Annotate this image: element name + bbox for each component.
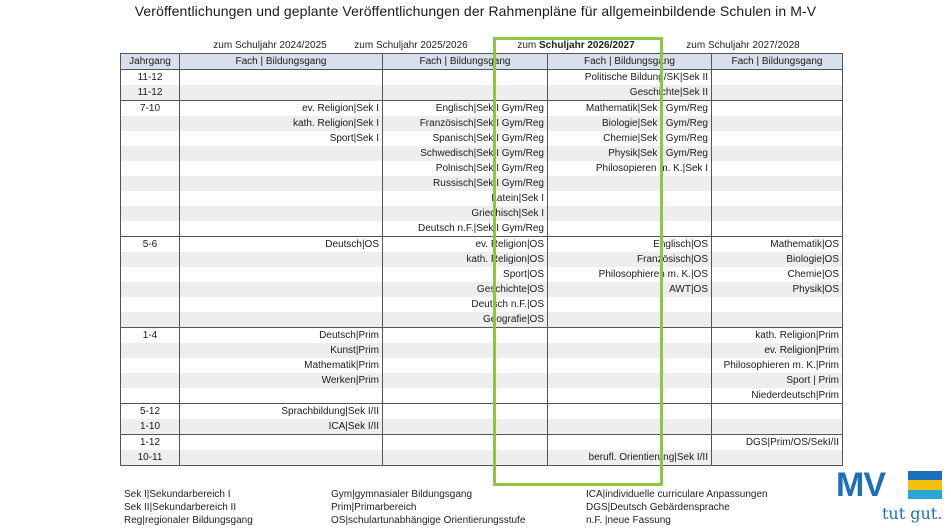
cell-fach-2027: Mathematik|OS [712,237,843,253]
table-row [121,237,843,253]
table-row [121,282,843,297]
cell-fach-2027 [712,85,843,101]
cell-fach-2027 [712,161,843,176]
cell-fach-2025: Französisch|Sek I Gym/Reg [383,116,548,131]
cell-fach-2024: Deutsch|OS [180,237,383,253]
cell-fach-2027 [712,191,843,206]
legend-item: OS|schulartunabhängige Orientierungsstufe [331,515,526,526]
cell-fach-2026 [548,312,712,328]
cell-fach-2025 [383,450,548,466]
cell-jahrgang [121,131,180,146]
cell-fach-2024 [180,252,383,267]
table-row [121,404,843,420]
cell-fach-2027 [712,146,843,161]
table-row [121,435,843,451]
cell-jahrgang [121,191,180,206]
cell-fach-2027: ev. Religion|Prim [712,343,843,358]
cell-fach-2024: ICA|Sek I/II [180,419,383,435]
cell-fach-2025: Spanisch|Sek I Gym/Reg [383,131,548,146]
cell-fach-2024: Deutsch|Prim [180,328,383,344]
cell-fach-2025: Griechisch|Sek I [383,206,548,221]
cell-fach-2024 [180,146,383,161]
cell-jahrgang: 1-10 [121,419,180,435]
cell-fach-2026: berufl. Orientierung|Sek I/II [548,450,712,466]
cell-fach-2027: Physik|OS [712,282,843,297]
cell-jahrgang: 1-4 [121,328,180,344]
legend-column-3 [586,488,768,527]
cell-jahrgang [121,146,180,161]
cell-fach-2025: Sport|OS [383,267,548,282]
cell-fach-2024: Kunst|Prim [180,343,383,358]
legend-item: n.F. |neue Fassung [586,515,671,526]
cell-fach-2024 [180,70,383,86]
legend-item: DGS|Deutsch Gebärdensprache [586,502,730,513]
legend-column-2 [331,488,525,527]
flag-icon [908,471,942,499]
cell-fach-2024: Sport|Sek I [180,131,383,146]
table-row [121,146,843,161]
cell-fach-2024 [180,191,383,206]
cell-fach-2025: kath. Religion|OS [383,252,548,267]
curriculum-table [120,53,843,466]
cell-fach-2027 [712,419,843,435]
cell-jahrgang [121,282,180,297]
cell-fach-2024: Mathematik|Prim [180,358,383,373]
cell-fach-2027 [712,176,843,191]
cell-fach-2026: Französisch|OS [548,252,712,267]
table-row [121,70,843,86]
cell-jahrgang [121,297,180,312]
cell-fach-2024 [180,435,383,451]
cell-fach-2026: Mathematik|Sek I Gym/Reg [548,101,712,117]
table-row [121,131,843,146]
cell-fach-2026 [548,404,712,420]
cell-fach-2025 [383,419,548,435]
cell-fach-2025: Russisch|Sek I Gym/Reg [383,176,548,191]
table-row [121,85,843,101]
logo-tagline: tut gut. [882,504,943,523]
cell-fach-2026 [548,343,712,358]
cell-fach-2026 [548,176,712,191]
legend-column-1 [124,488,253,527]
table-row [121,312,843,328]
cell-fach-2024 [180,221,383,237]
table-row [121,343,843,358]
cell-fach-2025 [383,85,548,101]
cell-fach-2024: kath. Religion|Sek I [180,116,383,131]
cell-jahrgang [121,161,180,176]
cell-fach-2026: Politische Bildung/SK|Sek II [548,70,712,86]
cell-fach-2024: Werken|Prim [180,373,383,388]
cell-fach-2024 [180,161,383,176]
table-row [121,101,843,117]
cell-fach-2027: kath. Religion|Prim [712,328,843,344]
cell-jahrgang [121,116,180,131]
legend-item: Sek I|Sekundarbereich I [124,489,231,500]
table-row [121,252,843,267]
header-jahrgang: Jahrgang [121,54,180,70]
cell-fach-2024 [180,297,383,312]
cell-fach-2027: DGS|Prim/OS/SekI/II [712,435,843,451]
legend-item: Reg|regionaler Bildungsgang [124,515,253,526]
cell-jahrgang [121,312,180,328]
cell-fach-2027 [712,297,843,312]
cell-fach-2026 [548,373,712,388]
cell-fach-2026: Physik|Sek I Gym/Reg [548,146,712,161]
cell-fach-2027: Chemie|OS [712,267,843,282]
cell-jahrgang [121,267,180,282]
table-row [121,419,843,435]
cell-fach-2024 [180,388,383,404]
cell-fach-2024: ev. Religion|Sek I [180,101,383,117]
cell-jahrgang [121,343,180,358]
cell-fach-2024 [180,267,383,282]
cell-fach-2025: Schwedisch|Sek I Gym/Reg [383,146,548,161]
cell-fach-2025: Deutsch n.F.|Sek I Gym/Reg [383,221,548,237]
cell-fach-2025: Englisch|Sek I Gym/Reg [383,101,548,117]
cell-fach-2025 [383,388,548,404]
table-row [121,206,843,221]
cell-fach-2025: ev. Religion|OS [383,237,548,253]
cell-jahrgang: 11-12 [121,70,180,86]
legend-item: ICA|individuelle curriculare Anpassungen [586,489,768,500]
cell-fach-2025: Deutsch n.F.|OS [383,297,548,312]
cell-fach-2026: AWT|OS [548,282,712,297]
cell-fach-2025: Geschichte|OS [383,282,548,297]
cell-fach-2027: Sport | Prim [712,373,843,388]
cell-jahrgang [121,388,180,404]
cell-fach-2027 [712,131,843,146]
cell-fach-2025: Geografie|OS [383,312,548,328]
cell-fach-2026: Philosophieren m. K.|OS [548,267,712,282]
table-row [121,373,843,388]
table-header-row [121,54,843,70]
cell-fach-2025 [383,373,548,388]
header-fach-2026: Fach | Bildungsgang [548,54,712,70]
cell-jahrgang [121,176,180,191]
cell-fach-2024: Sprachbildung|Sek I/II [180,404,383,420]
cell-fach-2024 [180,176,383,191]
year-heading-2027: zum Schuljahr 2027/2028 [686,40,800,51]
cell-fach-2026: Geschichte|Sek II [548,85,712,101]
header-fach-2024: Fach | Bildungsgang [180,54,383,70]
cell-fach-2026 [548,358,712,373]
cell-fach-2025 [383,343,548,358]
legend-item: Prim|Primarbereich [331,502,417,513]
cell-fach-2026: Biologie|Sek I Gym/Reg [548,116,712,131]
cell-fach-2027: Niederdeutsch|Prim [712,388,843,404]
cell-fach-2026 [548,435,712,451]
header-fach-2025: Fach | Bildungsgang [383,54,548,70]
cell-fach-2027 [712,404,843,420]
year-heading-2026: zum Schuljahr 2026/2027 [517,40,635,51]
header-fach-2027: Fach | Bildungsgang [712,54,843,70]
table-row [121,388,843,404]
cell-jahrgang: 10-11 [121,450,180,466]
cell-fach-2027 [712,450,843,466]
page-title: Veröffentlichungen und geplante Veröffentlichungen der Rahmenpläne für allgemeinbildende Schulen in M-V [134,3,817,19]
cell-jahrgang [121,358,180,373]
cell-jahrgang: 5-12 [121,404,180,420]
curriculum-table-body [121,54,843,466]
table-row [121,191,843,206]
table-row [121,267,843,282]
cell-fach-2025 [383,404,548,420]
cell-jahrgang: 11-12 [121,85,180,101]
cell-fach-2026 [548,297,712,312]
cell-fach-2027 [712,221,843,237]
logo-mark: MV [836,466,885,504]
cell-fach-2025 [383,70,548,86]
cell-fach-2025 [383,328,548,344]
cell-fach-2026: Englisch|OS [548,237,712,253]
cell-jahrgang [121,252,180,267]
cell-fach-2025 [383,435,548,451]
cell-fach-2026 [548,419,712,435]
cell-jahrgang: 1-12 [121,435,180,451]
cell-fach-2027 [712,70,843,86]
cell-fach-2027 [712,101,843,117]
table-row [121,297,843,312]
cell-fach-2026 [548,328,712,344]
cell-fach-2027 [712,206,843,221]
cell-fach-2027: Philosophieren m. K.|Prim [712,358,843,373]
cell-fach-2025: Polnisch|Sek I Gym/Reg [383,161,548,176]
cell-jahrgang [121,221,180,237]
year-heading-2025: zum Schuljahr 2025/2026 [354,40,468,51]
cell-jahrgang [121,373,180,388]
cell-fach-2026 [548,388,712,404]
cell-fach-2027 [712,312,843,328]
cell-fach-2024 [180,206,383,221]
table-row [121,328,843,344]
table-row [121,358,843,373]
table-row [121,161,843,176]
cell-fach-2026: Philosopieren m. K.|Sek I [548,161,712,176]
cell-fach-2027 [712,116,843,131]
table-row [121,450,843,466]
cell-fach-2024 [180,85,383,101]
cell-fach-2025: Latein|Sek I [383,191,548,206]
cell-jahrgang: 5-6 [121,237,180,253]
cell-fach-2025 [383,358,548,373]
cell-fach-2024 [180,450,383,466]
legend-item: Sek II|Sekundarbereich II [124,502,237,513]
cell-fach-2026 [548,206,712,221]
mv-logo [836,468,948,526]
table-row [121,176,843,191]
year-heading-2024: zum Schuljahr 2024/2025 [213,40,327,51]
table-row [121,221,843,237]
table-row [121,116,843,131]
cell-jahrgang: 7-10 [121,101,180,117]
cell-fach-2024 [180,282,383,297]
cell-fach-2027: Biologie|OS [712,252,843,267]
cell-fach-2026: Chemie|Sek I Gym/Reg [548,131,712,146]
cell-jahrgang [121,206,180,221]
cell-fach-2026 [548,221,712,237]
cell-fach-2026 [548,191,712,206]
cell-fach-2024 [180,312,383,328]
legend-item: Gym|gymnasialer Bildungsgang [331,489,473,500]
